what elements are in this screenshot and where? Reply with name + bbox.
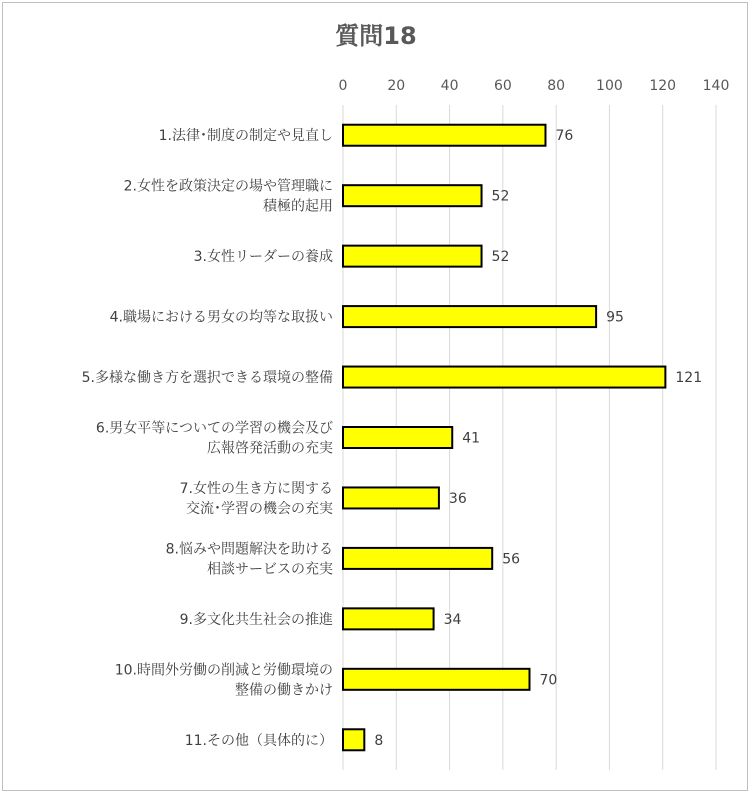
bar (343, 669, 530, 690)
value-label: 76 (555, 128, 574, 145)
bar (343, 548, 492, 569)
category-label: 9.多文化共生社会の推進 (179, 611, 333, 628)
x-tick-label: 20 (387, 78, 406, 94)
category-label: 5.多様な働き方を選択できる環境の整備 (81, 370, 333, 387)
category-label: 11.その他（具体的に） (184, 732, 333, 749)
category-label: 7.女性の生き方に関する (179, 480, 333, 497)
value-label: 36 (448, 490, 467, 507)
category-label: 交流･学習の機会の充実 (186, 500, 333, 517)
x-tick-label: 0 (338, 78, 348, 94)
category-label: 相談サービスの充実 (207, 561, 333, 578)
bar (343, 246, 482, 267)
bar (343, 185, 482, 206)
value-label: 95 (606, 309, 624, 326)
category-label: 1.法律･制度の制定や見直し (158, 128, 333, 145)
value-label: 41 (462, 430, 481, 447)
value-label: 52 (491, 188, 510, 205)
bar (343, 427, 452, 448)
value-label: 56 (502, 551, 521, 568)
category-label: 広報啓発活動の充実 (207, 440, 333, 457)
bars (343, 125, 665, 751)
category-label: 積極的起用 (263, 198, 333, 215)
category-label: 4.職場における男女の均等な取扱い (109, 309, 333, 326)
value-label: 52 (491, 249, 510, 266)
category-label: 3.女性リーダーの養成 (193, 249, 333, 266)
bar (343, 306, 596, 327)
bar (343, 125, 545, 146)
value-label: 70 (539, 672, 558, 689)
category-labels (82, 127, 333, 749)
bar (343, 487, 439, 508)
category-label: 2.女性を政策決定の場や管理職に (123, 178, 333, 195)
chart-title: 質問18 (335, 22, 417, 50)
x-tick-label: 40 (440, 78, 459, 94)
category-label: 8.悩みや問題解決を助ける (165, 541, 333, 558)
value-label: 8 (374, 732, 384, 749)
value-label: 121 (675, 370, 703, 387)
x-tick-label: 140 (702, 78, 730, 94)
bar (343, 608, 434, 629)
x-tick-label: 80 (547, 78, 566, 94)
x-tick-label: 120 (649, 78, 677, 94)
x-tick-label: 100 (596, 78, 623, 94)
category-label: 10.時間外労働の削減と労働環境の (114, 662, 333, 679)
x-axis-ticks (339, 78, 730, 94)
bar (343, 367, 665, 388)
bar (343, 729, 364, 750)
value-label: 34 (443, 611, 462, 628)
x-tick-label: 60 (493, 78, 512, 94)
category-label: 整備の働きかけ (235, 682, 333, 699)
category-label: 6.男女平等についての学習の機会及び (95, 420, 333, 437)
